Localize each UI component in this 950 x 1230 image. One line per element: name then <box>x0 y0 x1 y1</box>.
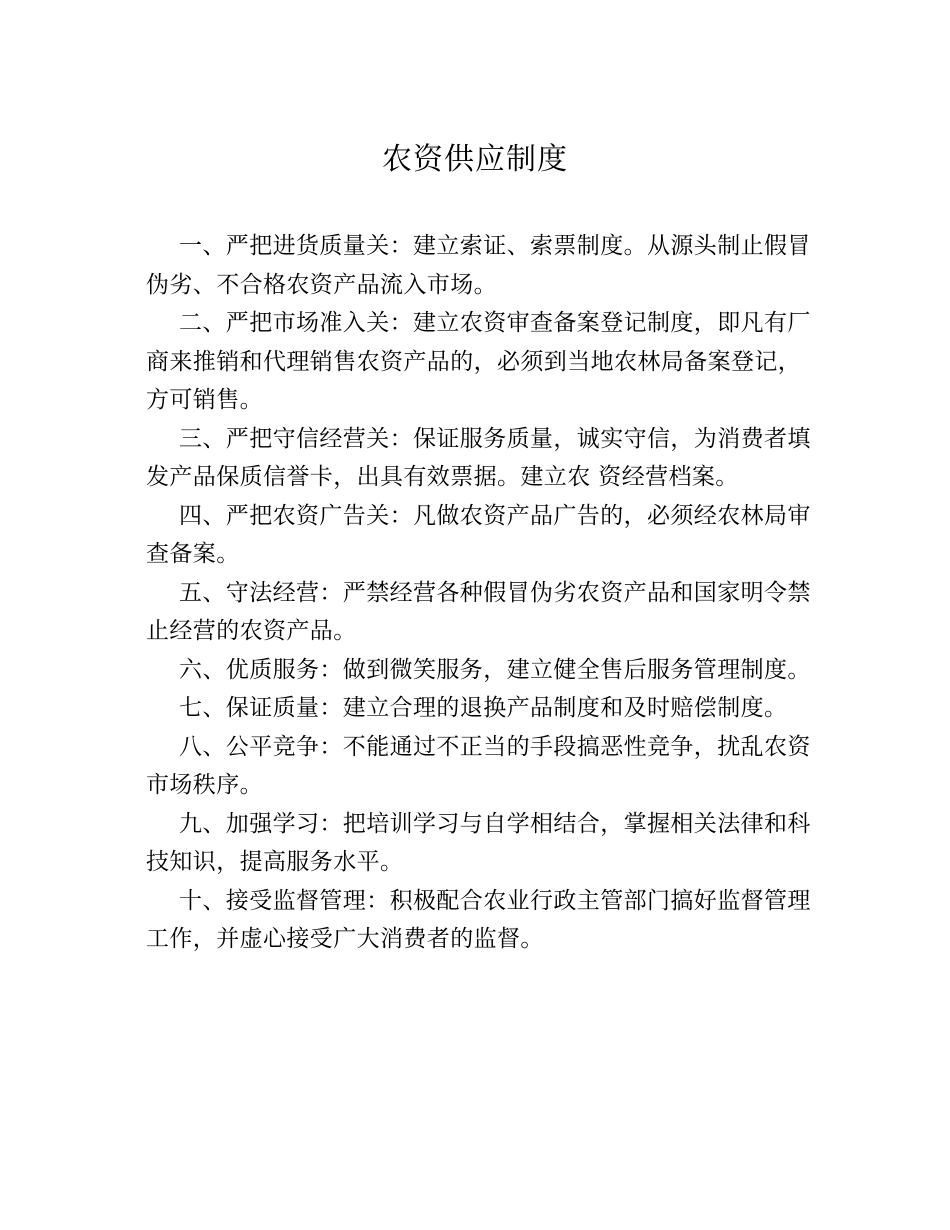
paragraph-6: 六、优质服务：做到微笑服务，建立健全售后服务管理制度。 <box>179 656 811 683</box>
document-title: 农资供应制度 <box>382 142 568 177</box>
document-body <box>146 227 818 959</box>
paragraph-9: 九、加强学习：把培训学习与自学相结合，掌握相关法律和科技知识，提高服务水平。 <box>146 810 811 875</box>
paragraph-2: 二、严把市场准入关：建立农资审查备案登记制度，即凡有厂商来推销和代理销售农资产品的，必须到当地农林局备案登记，方可销售。 <box>146 310 811 413</box>
paragraph-8: 八、公平竞争：不能通过不正当的手段搞恶性竞争，扰乱农资市场秩序。 <box>146 733 811 798</box>
paragraph-3: 三、严把守信经营关：保证服务质量，诚实守信，为消费者填发产品保质信誉卡，出具有效票据。建立农 资经营档案。 <box>146 425 811 490</box>
paragraph-4: 四、严把农资广告关：凡做农资产品广告的，必须经农林局审查备案。 <box>146 502 811 567</box>
paragraph-7: 七、保证质量：建立合理的退换产品制度和及时赔偿制度。 <box>179 695 788 721</box>
paragraph-5: 五、守法经营：严禁经营各种假冒伪劣农资产品和国家明令禁止经营的农资产品。 <box>146 579 811 644</box>
paragraph-10: 十、接受监督管理：积极配合农业行政主管部门搞好监督管理工作，并虚心接受广大消费者的监督。 <box>146 887 811 952</box>
paragraph-1: 一、严把进货质量关：建立索证、索票制度。从源头制止假冒伪劣、不合格农资产品流入市场。 <box>146 233 811 298</box>
